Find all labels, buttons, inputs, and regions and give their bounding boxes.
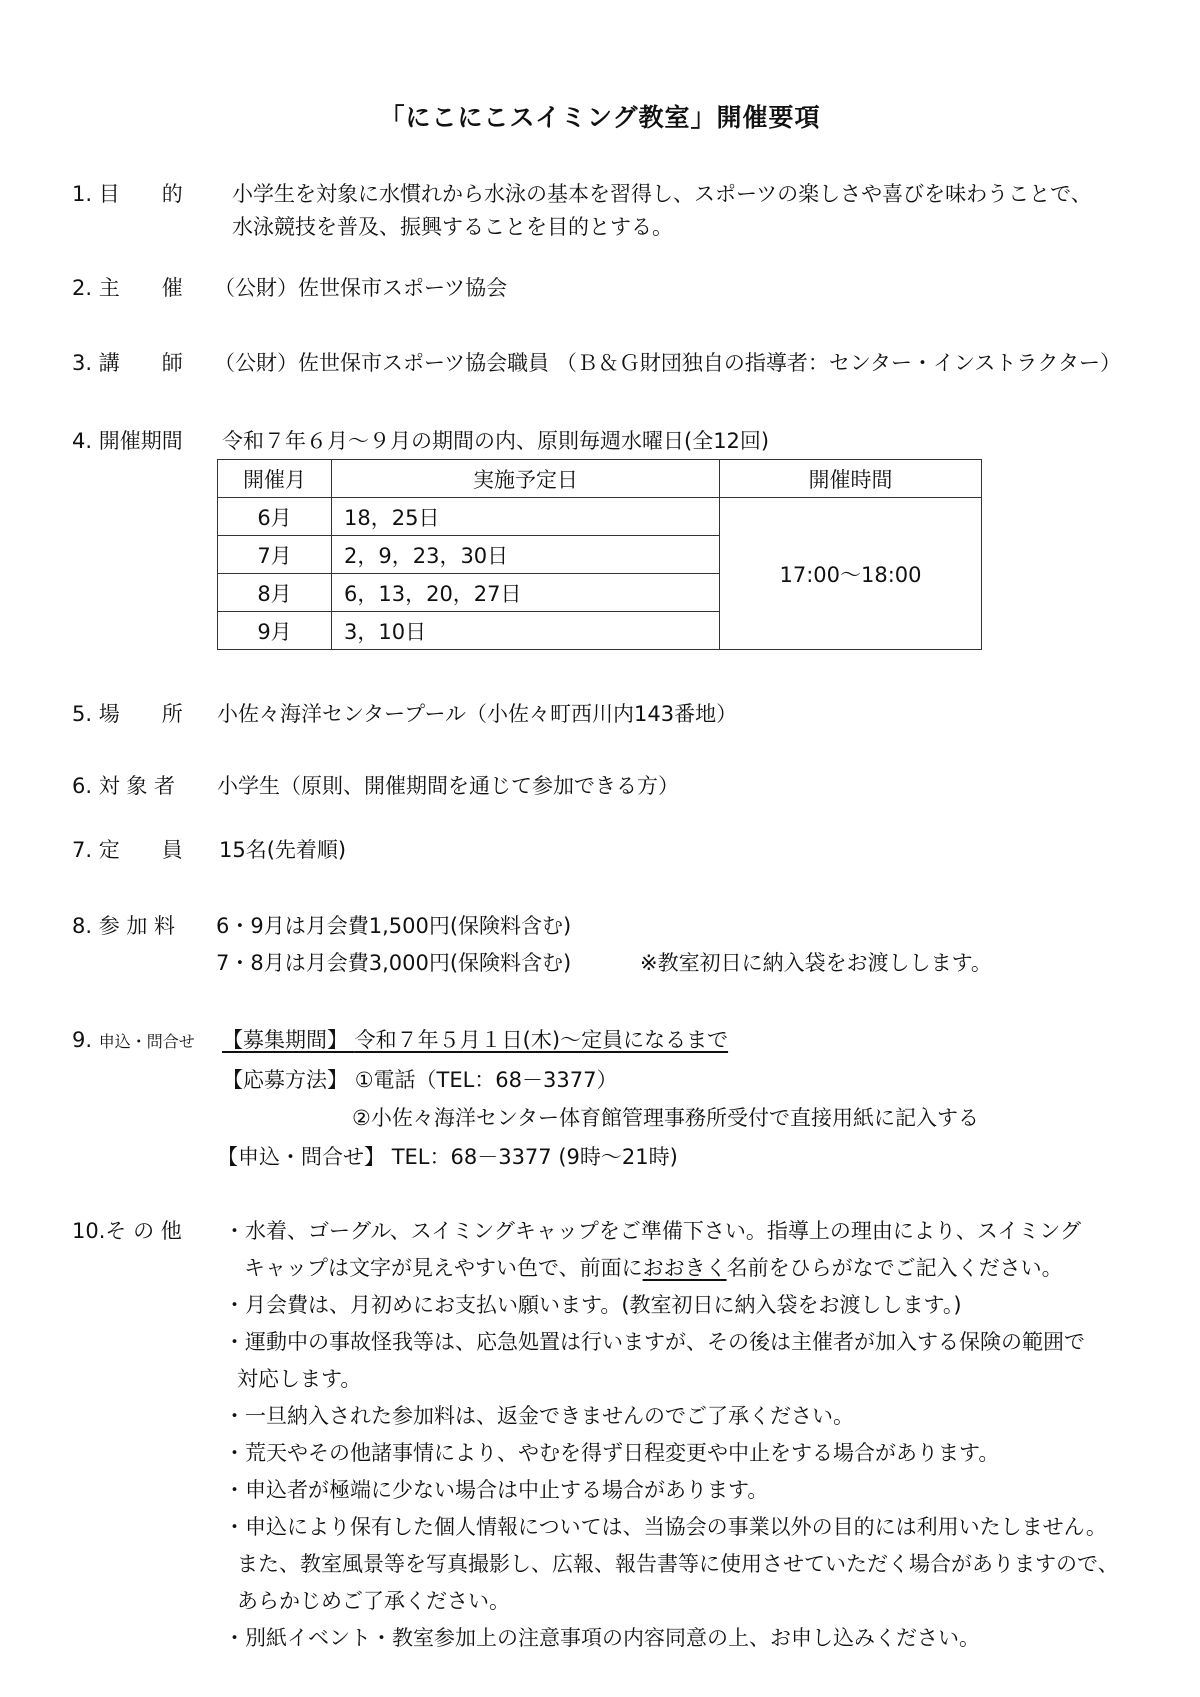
section-1-text-line-1: 小学生を対象に水慣れから水泳の基本を習得し、スポーツの楽しさや喜びを味わうことで、 xyxy=(232,182,1092,206)
application-method-label: 【応募方法】 xyxy=(222,1068,348,1092)
table-header-row xyxy=(218,460,982,498)
section-7-text: 15名(先着順) xyxy=(219,838,347,862)
table-cell-time: 17:00～18:00 xyxy=(720,498,982,650)
other-note-7-cont-1: また、教室風景等を写真撮影し、広報、報告書等に使用させていただく場合がありますので、 xyxy=(237,1552,1119,1576)
application-method-2: ②小佐々海洋センター体育館管理事務所受付で直接用紙に記入する xyxy=(352,1106,979,1130)
other-note-4: ・一旦納入された参加料は、返金できませんのでご了承ください。 xyxy=(224,1404,854,1428)
section-2-text: （公財）佐世保市スポーツ協会 xyxy=(214,276,508,300)
section-3-text: （公財）佐世保市スポーツ協会職員 （Ｂ＆Ｇ財団独自の指導者：センター・インストラクター） xyxy=(214,351,1121,375)
other-note-3: ・運動中の事故怪我等は、応急処置は行いますが、その後は主催者が加入する保険の範囲で xyxy=(224,1330,1085,1354)
section-2-label: 2. 主 催 xyxy=(72,276,183,300)
table-cell-month: 8月 xyxy=(218,574,332,612)
table-header-time: 開催時間 xyxy=(720,460,982,498)
page-title: 「にこにこスイミング教室」開催要項 xyxy=(379,103,821,132)
section-6-label: 6. 対 象 者 xyxy=(72,774,176,798)
other-note-7: ・申込により保有した個人情報については、当協会の事業以外の目的には利用いたしません。 xyxy=(224,1515,1107,1539)
contact-text: TEL：68－3377 (9時～21時) xyxy=(391,1145,678,1169)
contact-label: 【申込・問合せ】 xyxy=(217,1145,385,1169)
section-4-label: 4. 開催期間 xyxy=(72,429,183,453)
section-9-label xyxy=(72,1025,195,1057)
other-note-6: ・申込者が極端に少ない場合は中止する場合があります。 xyxy=(224,1478,769,1502)
table-header-dates: 実施予定日 xyxy=(332,460,720,498)
table-cell-dates: 3，10日 xyxy=(332,612,720,650)
section-1-label: 1. 目 的 xyxy=(72,182,183,206)
section-10-label: 10.そ の 他 xyxy=(72,1219,182,1243)
other-note-3-cont: 対応します。 xyxy=(237,1367,362,1391)
section-6-text: 小学生（原則、開催期間を通じて参加できる方） xyxy=(217,774,679,798)
schedule-table xyxy=(217,459,982,650)
section-4-text: 令和７年６月～９月の期間の内、原則毎週水曜日(全12回) xyxy=(222,429,770,453)
section-8-fee-line-2: 7・8月は月会費3,000円(保険料含む) xyxy=(216,951,572,975)
other-note-1-cont-post: 名前をひらがなでご記入ください。 xyxy=(726,1256,1063,1280)
other-note-1-cont xyxy=(244,1253,1063,1283)
table-cell-month: 7月 xyxy=(218,536,332,574)
application-period xyxy=(222,1025,728,1055)
section-8-label: 8. 参 加 料 xyxy=(72,914,176,938)
contact-line xyxy=(217,1142,678,1172)
section-9-label-number: 9. xyxy=(72,1028,93,1052)
section-1-text-line-2: 水泳競技を普及、振興することを目的とする。 xyxy=(232,215,673,239)
section-8-note: ※教室初日に納入袋をお渡しします。 xyxy=(640,951,992,975)
application-period-text: 令和７年５月１日(木)～定員になるまで xyxy=(354,1028,729,1052)
application-period-label: 【募集期間】 xyxy=(222,1028,348,1052)
table-cell-month: 9月 xyxy=(218,612,332,650)
other-note-7-cont-2: あらかじめご了承ください。 xyxy=(237,1589,510,1613)
section-3-label: 3. 講 師 xyxy=(72,351,183,375)
other-note-1-cont-emphasis: おおきく xyxy=(642,1256,727,1280)
table-header-month: 開催月 xyxy=(218,460,332,498)
other-note-8: ・別紙イベント・教室参加上の注意事項の内容同意の上、お申し込みください。 xyxy=(224,1626,980,1650)
other-note-2: ・月会費は、月初めにお支払い願います。(教室初日に納入袋をお渡しします。) xyxy=(224,1293,962,1317)
other-note-1-cont-pre: キャップは文字が見えやすい色で、前面に xyxy=(244,1256,643,1280)
other-note-5: ・荒天やその他諸事情により、やむを得ず日程変更や中止をする場合があります。 xyxy=(224,1441,1000,1465)
application-method xyxy=(222,1065,617,1095)
section-7-label: 7. 定 員 xyxy=(72,838,183,862)
section-9-label-text: 申込・問合せ xyxy=(98,1032,195,1051)
table-cell-month: 6月 xyxy=(218,498,332,536)
other-note-1: ・水着、ゴーグル、スイミングキャップをご準備下さい。指導上の理由により、スイミング xyxy=(224,1219,1082,1243)
table-cell-dates: 18，25日 xyxy=(332,498,720,536)
application-method-1: ①電話（TEL：68－3377） xyxy=(354,1068,618,1092)
section-8-fee-line-1: 6・9月は月会費1,500円(保険料含む) xyxy=(216,914,572,938)
table-cell-dates: 6，13，20，27日 xyxy=(332,574,720,612)
section-5-text: 小佐々海洋センタープール（小佐々町西川内143番地） xyxy=(217,702,738,726)
section-5-label: 5. 場 所 xyxy=(72,702,183,726)
table-row xyxy=(218,498,982,536)
table-cell-dates: 2，9，23，30日 xyxy=(332,536,720,574)
